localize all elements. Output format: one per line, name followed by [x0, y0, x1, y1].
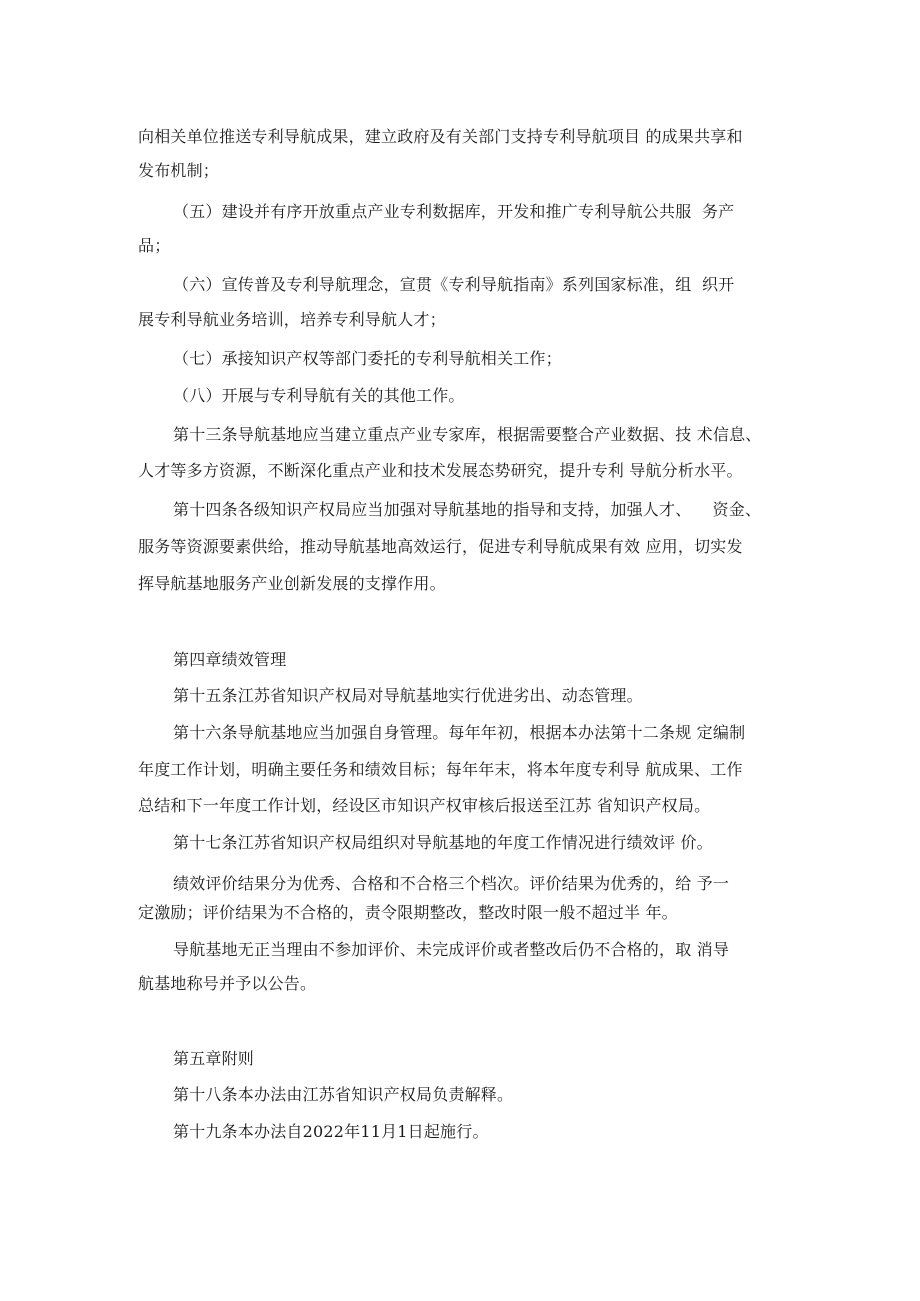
text-line-15: 第十五条江苏省知识产权局对导航基地实行优进劣出、动态管理。 — [173, 686, 643, 705]
chapter-heading-4: 第四章绩效管理 — [173, 650, 287, 669]
text-line-21: 定激励；评价结果为不合格的，责令限期整改，整改时限一般不超过半 年。 — [138, 903, 678, 922]
text-line-19: 第十七条江苏省知识产权局组织对导航基地的年度工作情况进行绩效评 价。 — [173, 833, 713, 852]
text-line-13: 挥导航基地服务产业创新发展的支撑作用。 — [138, 574, 446, 593]
text-line-6: 展专利导航业务培训，培养专利导航人才； — [138, 310, 446, 329]
text-line-12: 服务等资源要素供给，推动导航基地高效运行，促进专利导航成果有效 应用，切实发 — [138, 537, 743, 556]
text-line-10: 人才等多方资源，不断深化重点产业和技术发展态势研究，提升专利 导航分析水平。 — [138, 461, 743, 480]
text-line-17: 年度工作计划，明确主要任务和绩效目标；每年年末，将本年度专利导 航成果、工作 — [138, 760, 743, 779]
text-line-11: 第十四条各级知识产权局应当加强对导航基地的指导和支持，加强人才、 资金、 — [173, 500, 762, 519]
text-line-7: （七）承接知识产权等部门委托的专利导航相关工作； — [173, 349, 562, 368]
text-line-5: （六）宣传普及专利导航理念，宣贯《专利导航指南》系列国家标准，组 织开 — [173, 275, 735, 294]
text-line-3: （五）建设并有序开放重点产业专利数据库，开发和推广专利导航公共服 务产 — [173, 202, 735, 221]
text-line-22: 导航基地无正当理由不参加评价、未完成评价或者整改后仍不合格的，取 消导 — [173, 940, 730, 959]
text-line-18: 总结和下一年度工作计划，经设区市知识产权审核后报送至江苏 省知识产权局。 — [138, 796, 711, 815]
text-line-16: 第十六条导航基地应当加强自身管理。每年年初，根据本办法第十二条规 定编制 — [173, 723, 746, 742]
text-line-20: 绩效评价结果分为优秀、合格和不合格三个档次。评价结果为优秀的，给 予一 — [173, 874, 730, 893]
text-line-25: 第十八条本办法由江苏省知识产权局负责解释。 — [173, 1085, 514, 1104]
text-line-4: 品； — [138, 236, 171, 255]
chapter-heading-5: 第五章附则 — [173, 1049, 255, 1068]
text-line-8: （八）开展与专利导航有关的其他工作。 — [173, 386, 465, 405]
text-line-1: 向相关单位推送专利导航成果，建立政府及有关部门支持专利导航项目 的成果共享和 — [138, 127, 743, 146]
text-line-9: 第十三条导航基地应当建立重点产业专家库，根据需要整合产业数据、技 术信息、 — [173, 425, 762, 444]
text-line-23: 航基地称号并予以公告。 — [138, 974, 317, 993]
text-line-26: 第十九条本办法自2022年11月1日起施行。 — [173, 1122, 489, 1141]
text-line-2: 发布机制； — [138, 161, 220, 180]
